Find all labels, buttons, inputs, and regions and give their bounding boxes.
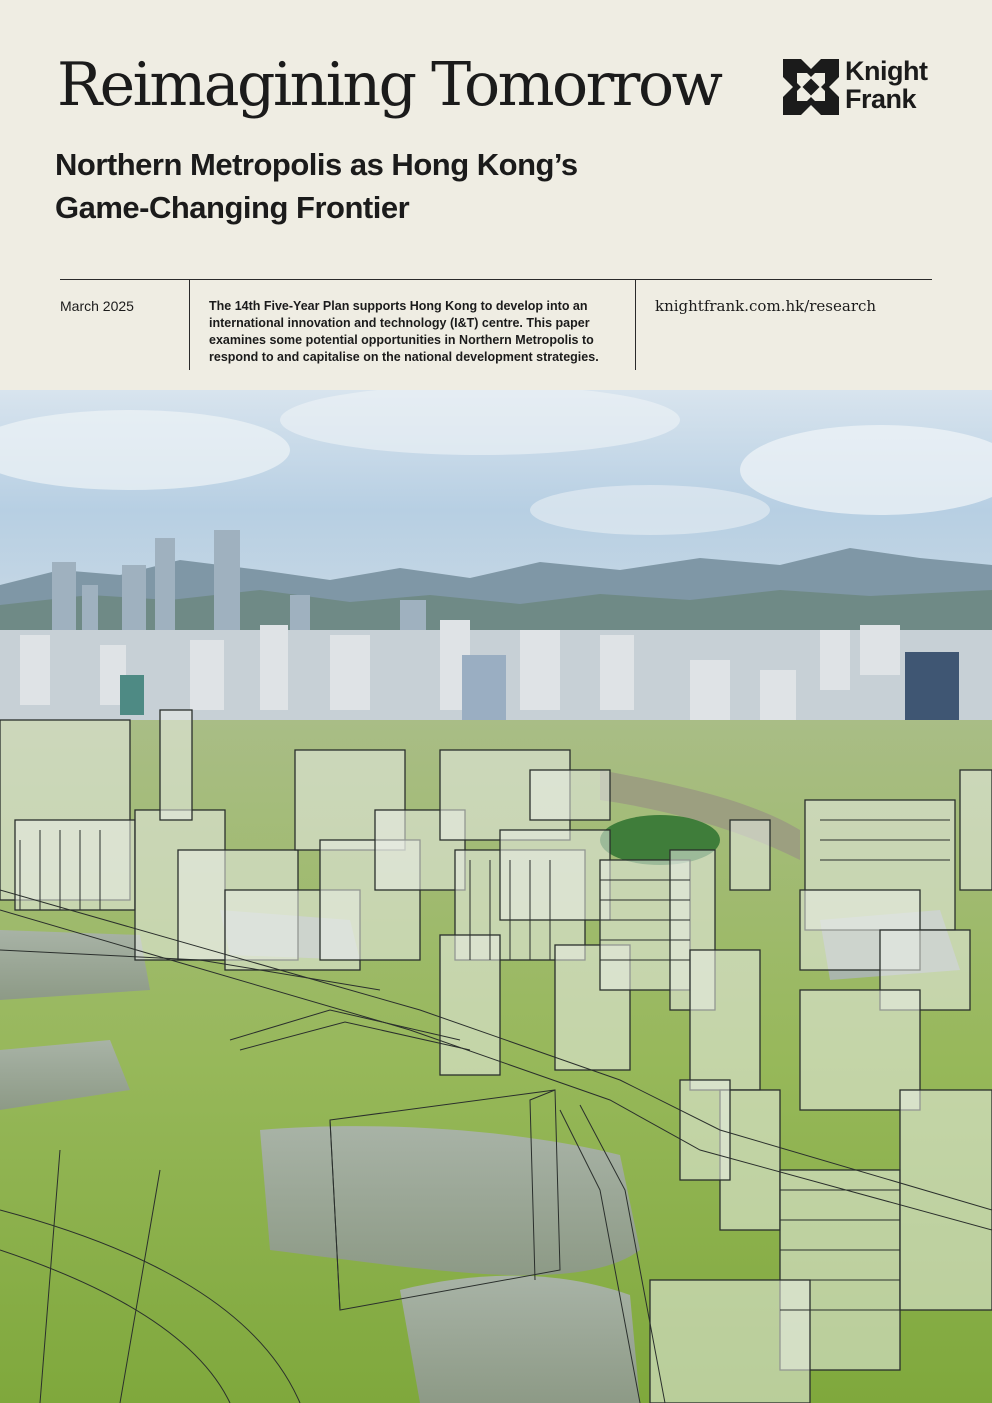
column-divider-2 bbox=[635, 280, 636, 370]
logo-wordmark bbox=[845, 57, 927, 113]
header-divider bbox=[60, 279, 932, 280]
report-subtitle bbox=[55, 143, 755, 229]
subtitle-line-1: Northern Metropolis as Hong Kong’s bbox=[55, 147, 578, 182]
research-link[interactable]: knightfrank.com.hk/research bbox=[655, 297, 877, 315]
cover-header bbox=[0, 0, 992, 390]
subtitle-line-2: Game-Changing Frontier bbox=[55, 190, 410, 225]
logo-word-knight: Knight bbox=[845, 56, 928, 86]
report-title: Reimagining Tomorrow bbox=[57, 50, 721, 120]
publication-date: March 2025 bbox=[60, 298, 134, 314]
knight-frank-logo[interactable] bbox=[783, 57, 933, 117]
city-skyline-illustration bbox=[0, 390, 992, 1403]
report-description: The 14th Five-Year Plan supports Hong Kong to develop into an international innovation and technology (I&T) centre. This paper examines some potential opportunities in Northern Metropolis to respond to and capitalise on the national development strategies. bbox=[209, 299, 599, 364]
logo-word-frank: Frank bbox=[845, 84, 917, 114]
knight-frank-logo-icon bbox=[783, 59, 839, 115]
column-divider-1 bbox=[189, 280, 190, 370]
